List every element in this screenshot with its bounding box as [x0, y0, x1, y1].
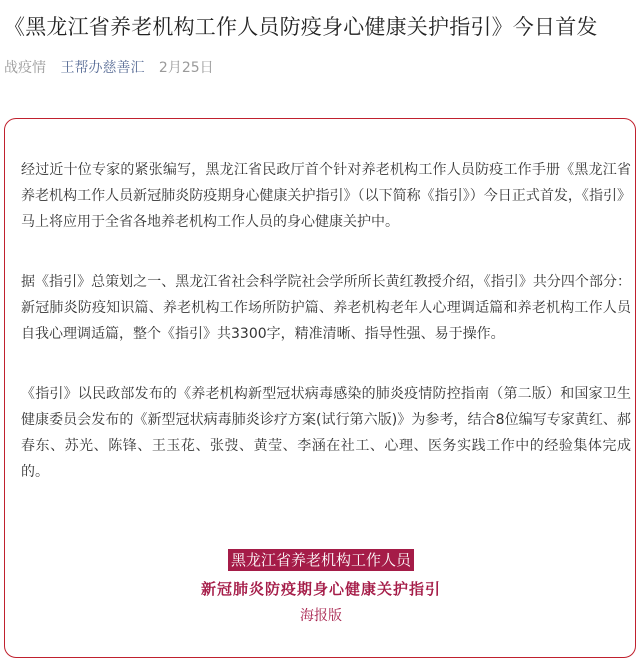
- paragraph-2: 据《指引》总策划之一、黑龙江省社会科学院社会学所所长黄红教授介绍，《指引》共分四个部分：新冠肺炎防疫知识篇、养老机构工作场所防护篇、养老机构老年人心理调适篇和养老机构工作人员自我心理调适篇，整个《指引》共3300字，精准清晰、指导性强、易于操作。: [21, 274, 631, 342]
- paragraph-3: 《指引》以民政部发布的《养老机构新型冠状病毒感染的肺炎疫情防控指南（第二版）和国家卫生健康委员会发布的《新型冠状病毒肺炎诊疗方案(试行第六版)》为参考，结合8位编写专家黄红、郝春东、苏光、陈锋、王玉花、张弢、黄莹、李涵在社工、心理、医务实践工作中的经验集体完成的。: [21, 386, 631, 480]
- article-meta: [4, 58, 224, 78]
- poster-banner-line1: [5, 549, 637, 571]
- paragraph-1: 经过近十位专家的紧张编写，黑龙江省民政厅首个针对养老机构工作人员防疫工作手册《黑龙江省养老机构工作人员新冠肺炎防疫期身心健康关护指引》（以下简称《指引》）今日正式首发，《指引》马上将应用于全省各地养老机构工作人员的身心健康关护中。: [21, 162, 631, 230]
- publish-date: 2月25日: [158, 60, 214, 76]
- poster-banner-line2: 新冠肺炎防疫期身心健康关护指引: [200, 580, 441, 598]
- content-card: [4, 118, 636, 658]
- poster-banner-line3: 海报版: [300, 608, 342, 624]
- category-tag: 战疫情: [4, 60, 46, 76]
- author-link[interactable]: 王帮办慈善汇: [60, 60, 145, 76]
- article-title: 《黑龙江省养老机构工作人员防疫身心健康关护指引》今日首发: [4, 15, 598, 39]
- poster-highlight-text: 黑龙江省养老机构工作人员: [228, 549, 414, 571]
